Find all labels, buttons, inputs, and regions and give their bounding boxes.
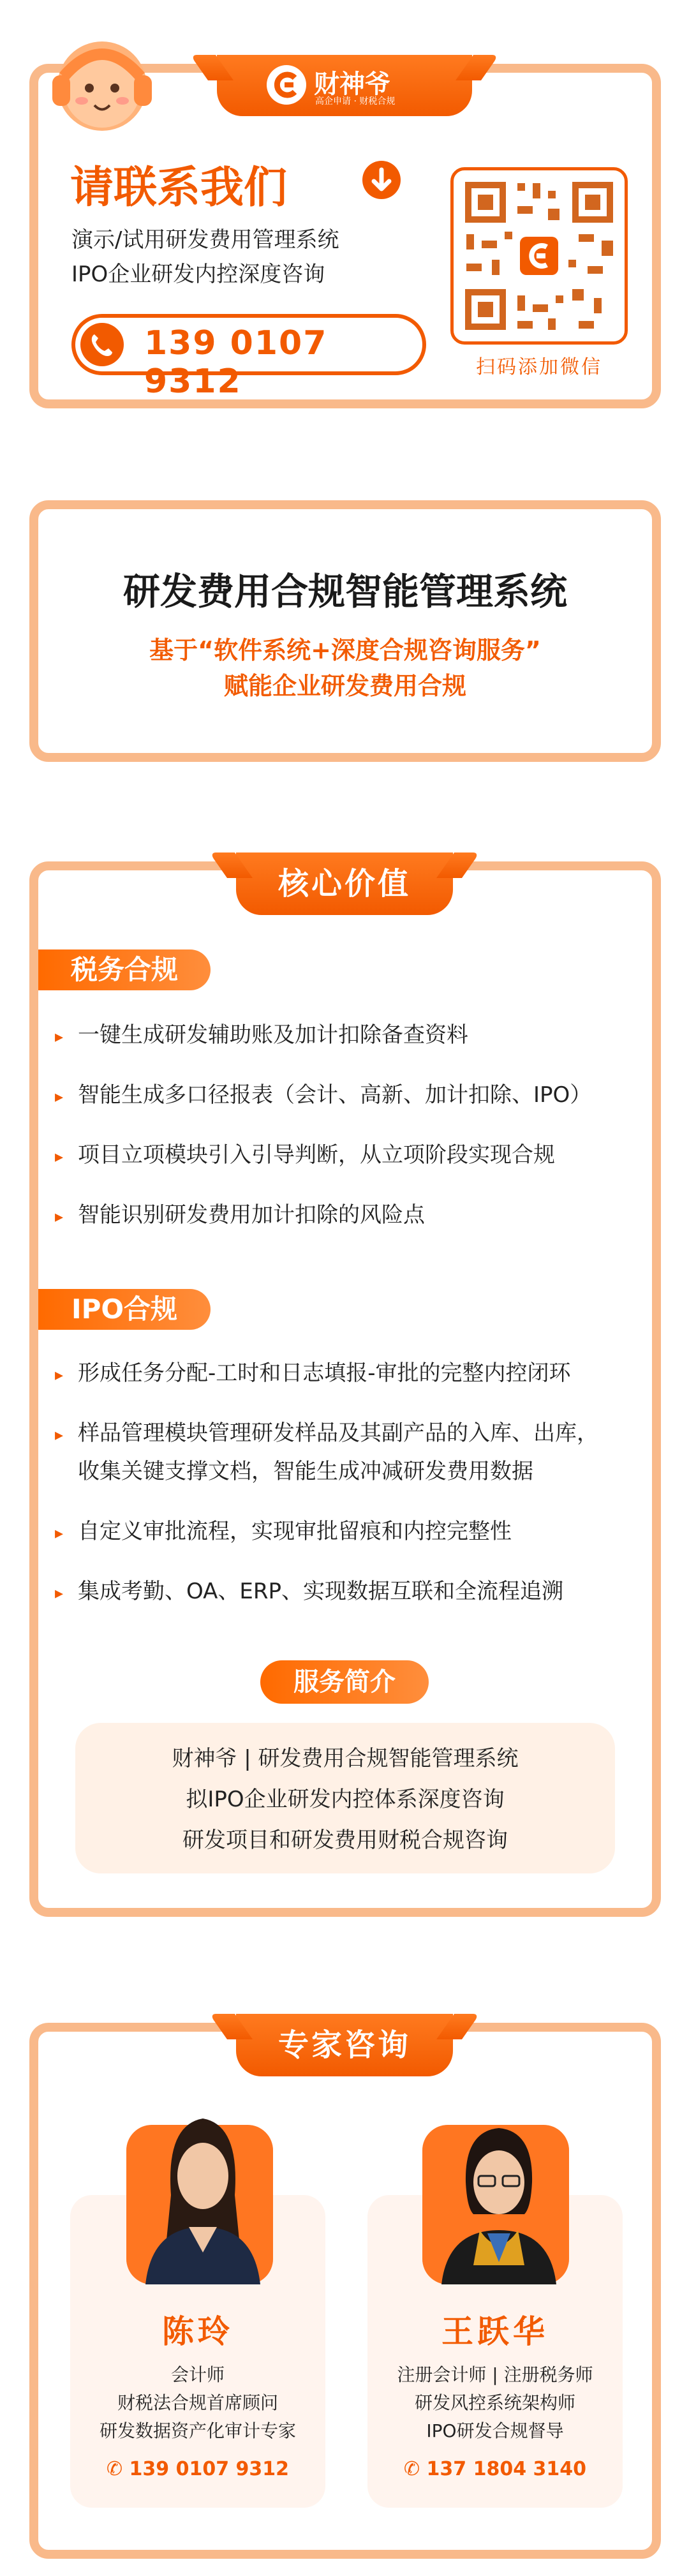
brand-tagline: 高企申请 · 财税合规 xyxy=(315,96,396,107)
contact-title: 请联系我们 xyxy=(70,163,288,213)
expert-name-2: 王跃华 xyxy=(441,2313,549,2350)
mascot-icon xyxy=(38,26,166,140)
qr-caption: 扫码添加微信 xyxy=(476,356,602,378)
triangle-bullet-icon: ▸ xyxy=(55,1027,64,1046)
brand-tab xyxy=(217,55,472,116)
phone-pill[interactable] xyxy=(71,314,426,401)
list-item: ▸ 集成考勤、OA、ERP、实现数据互联和全流程追溯 xyxy=(55,1574,563,1611)
expert-title-2: IPO研发合规督导 xyxy=(426,2420,564,2441)
ipo-compliance-badge: IPO合规 xyxy=(38,1289,211,1330)
list-item-continuation: 收集关键支撑文档，智能生成冲减研发费用数据 xyxy=(78,1459,533,1484)
service-line: 拟IPO企业研发内控体系深度咨询 xyxy=(186,1787,505,1812)
service-label-pill xyxy=(260,1660,429,1704)
intro-subtitle-1: 基于“软件系统+深度合规咨询服务” xyxy=(149,636,541,664)
list-item: ▸ 样品管理模块管理研发样品及其副产品的入库、出库， xyxy=(55,1415,598,1453)
list-item: ▸ 智能识别研发费用加计扣除的风险点 xyxy=(55,1197,425,1235)
triangle-bullet-icon: ▸ xyxy=(55,1524,64,1543)
experts-header: 专家咨询 xyxy=(278,2027,411,2063)
triangle-bullet-icon: ▸ xyxy=(55,1147,64,1166)
expert-phone-1[interactable]: ✆ 139 0107 9312 xyxy=(106,2458,290,2480)
triangle-bullet-icon: ▸ xyxy=(55,1366,64,1385)
list-item: ▸ 项目立项模块引入引导判断，从立项阶段实现合规 xyxy=(55,1137,555,1175)
triangle-bullet-icon: ▸ xyxy=(55,1426,64,1445)
experts-tab xyxy=(236,2014,453,2076)
expert-title-1: 会计师 xyxy=(170,2364,225,2385)
expert-title-1: 财税法合规首席顾问 xyxy=(117,2392,278,2413)
qr-code xyxy=(450,167,628,345)
contact-line-2: IPO企业研发内控深度咨询 xyxy=(71,262,325,287)
down-arrow-icon xyxy=(362,161,401,199)
contact-line-1: 演示/试用研发费用管理系统 xyxy=(71,227,339,253)
phone-icon: ✆ xyxy=(106,2458,130,2480)
intro-subtitle-2: 赋能企业研发费用合规 xyxy=(223,672,466,700)
list-item: ▸ 一键生成研发辅助账及加计扣除备查资料 xyxy=(55,1017,468,1055)
brand-name: 财神爷 xyxy=(314,70,390,99)
triangle-bullet-icon: ▸ xyxy=(55,1087,64,1106)
phone-icon: ✆ xyxy=(403,2458,427,2480)
expert-phone-2[interactable]: ✆ 137 1804 3140 xyxy=(403,2458,587,2480)
tax-compliance-badge: 税务合规 xyxy=(38,949,211,990)
service-box xyxy=(75,1723,615,1873)
brand-logo-icon xyxy=(267,65,306,105)
expert-name-1: 陈玲 xyxy=(162,2313,233,2350)
phone-number: 139 0107 9312 xyxy=(144,324,328,401)
expert-photo-1 xyxy=(107,2099,292,2284)
intro-title: 研发费用合规智能管理系统 xyxy=(122,570,567,613)
core-value-header: 核心价值 xyxy=(278,866,411,902)
list-item: ▸ 自定义审批流程，实现审批留痕和内控完整性 xyxy=(55,1514,512,1551)
core-value-tab xyxy=(236,852,453,915)
list-item: ▸ 形成任务分配-工时和日志填报-审批的完整内控闭环 xyxy=(55,1355,571,1393)
list-item: ▸ 智能生成多口径报表（会计、高新、加计扣除、IPO） xyxy=(55,1077,591,1115)
triangle-bullet-icon: ▸ xyxy=(55,1584,64,1603)
phone-icon xyxy=(80,323,124,366)
triangle-bullet-icon: ▸ xyxy=(55,1207,64,1226)
service-line: 财神爷 | 研发费用合规智能管理系统 xyxy=(172,1746,519,1771)
expert-title-2: 研发风控系统架构师 xyxy=(414,2392,575,2413)
service-line: 研发项目和研发费用财税合规咨询 xyxy=(182,1828,508,1853)
expert-title-1: 研发数据资产化审计专家 xyxy=(99,2420,296,2441)
service-label: 服务简介 xyxy=(293,1667,396,1697)
expert-title-2: 注册会计师 | 注册税务师 xyxy=(397,2364,593,2385)
expert-photo-2 xyxy=(403,2099,588,2284)
